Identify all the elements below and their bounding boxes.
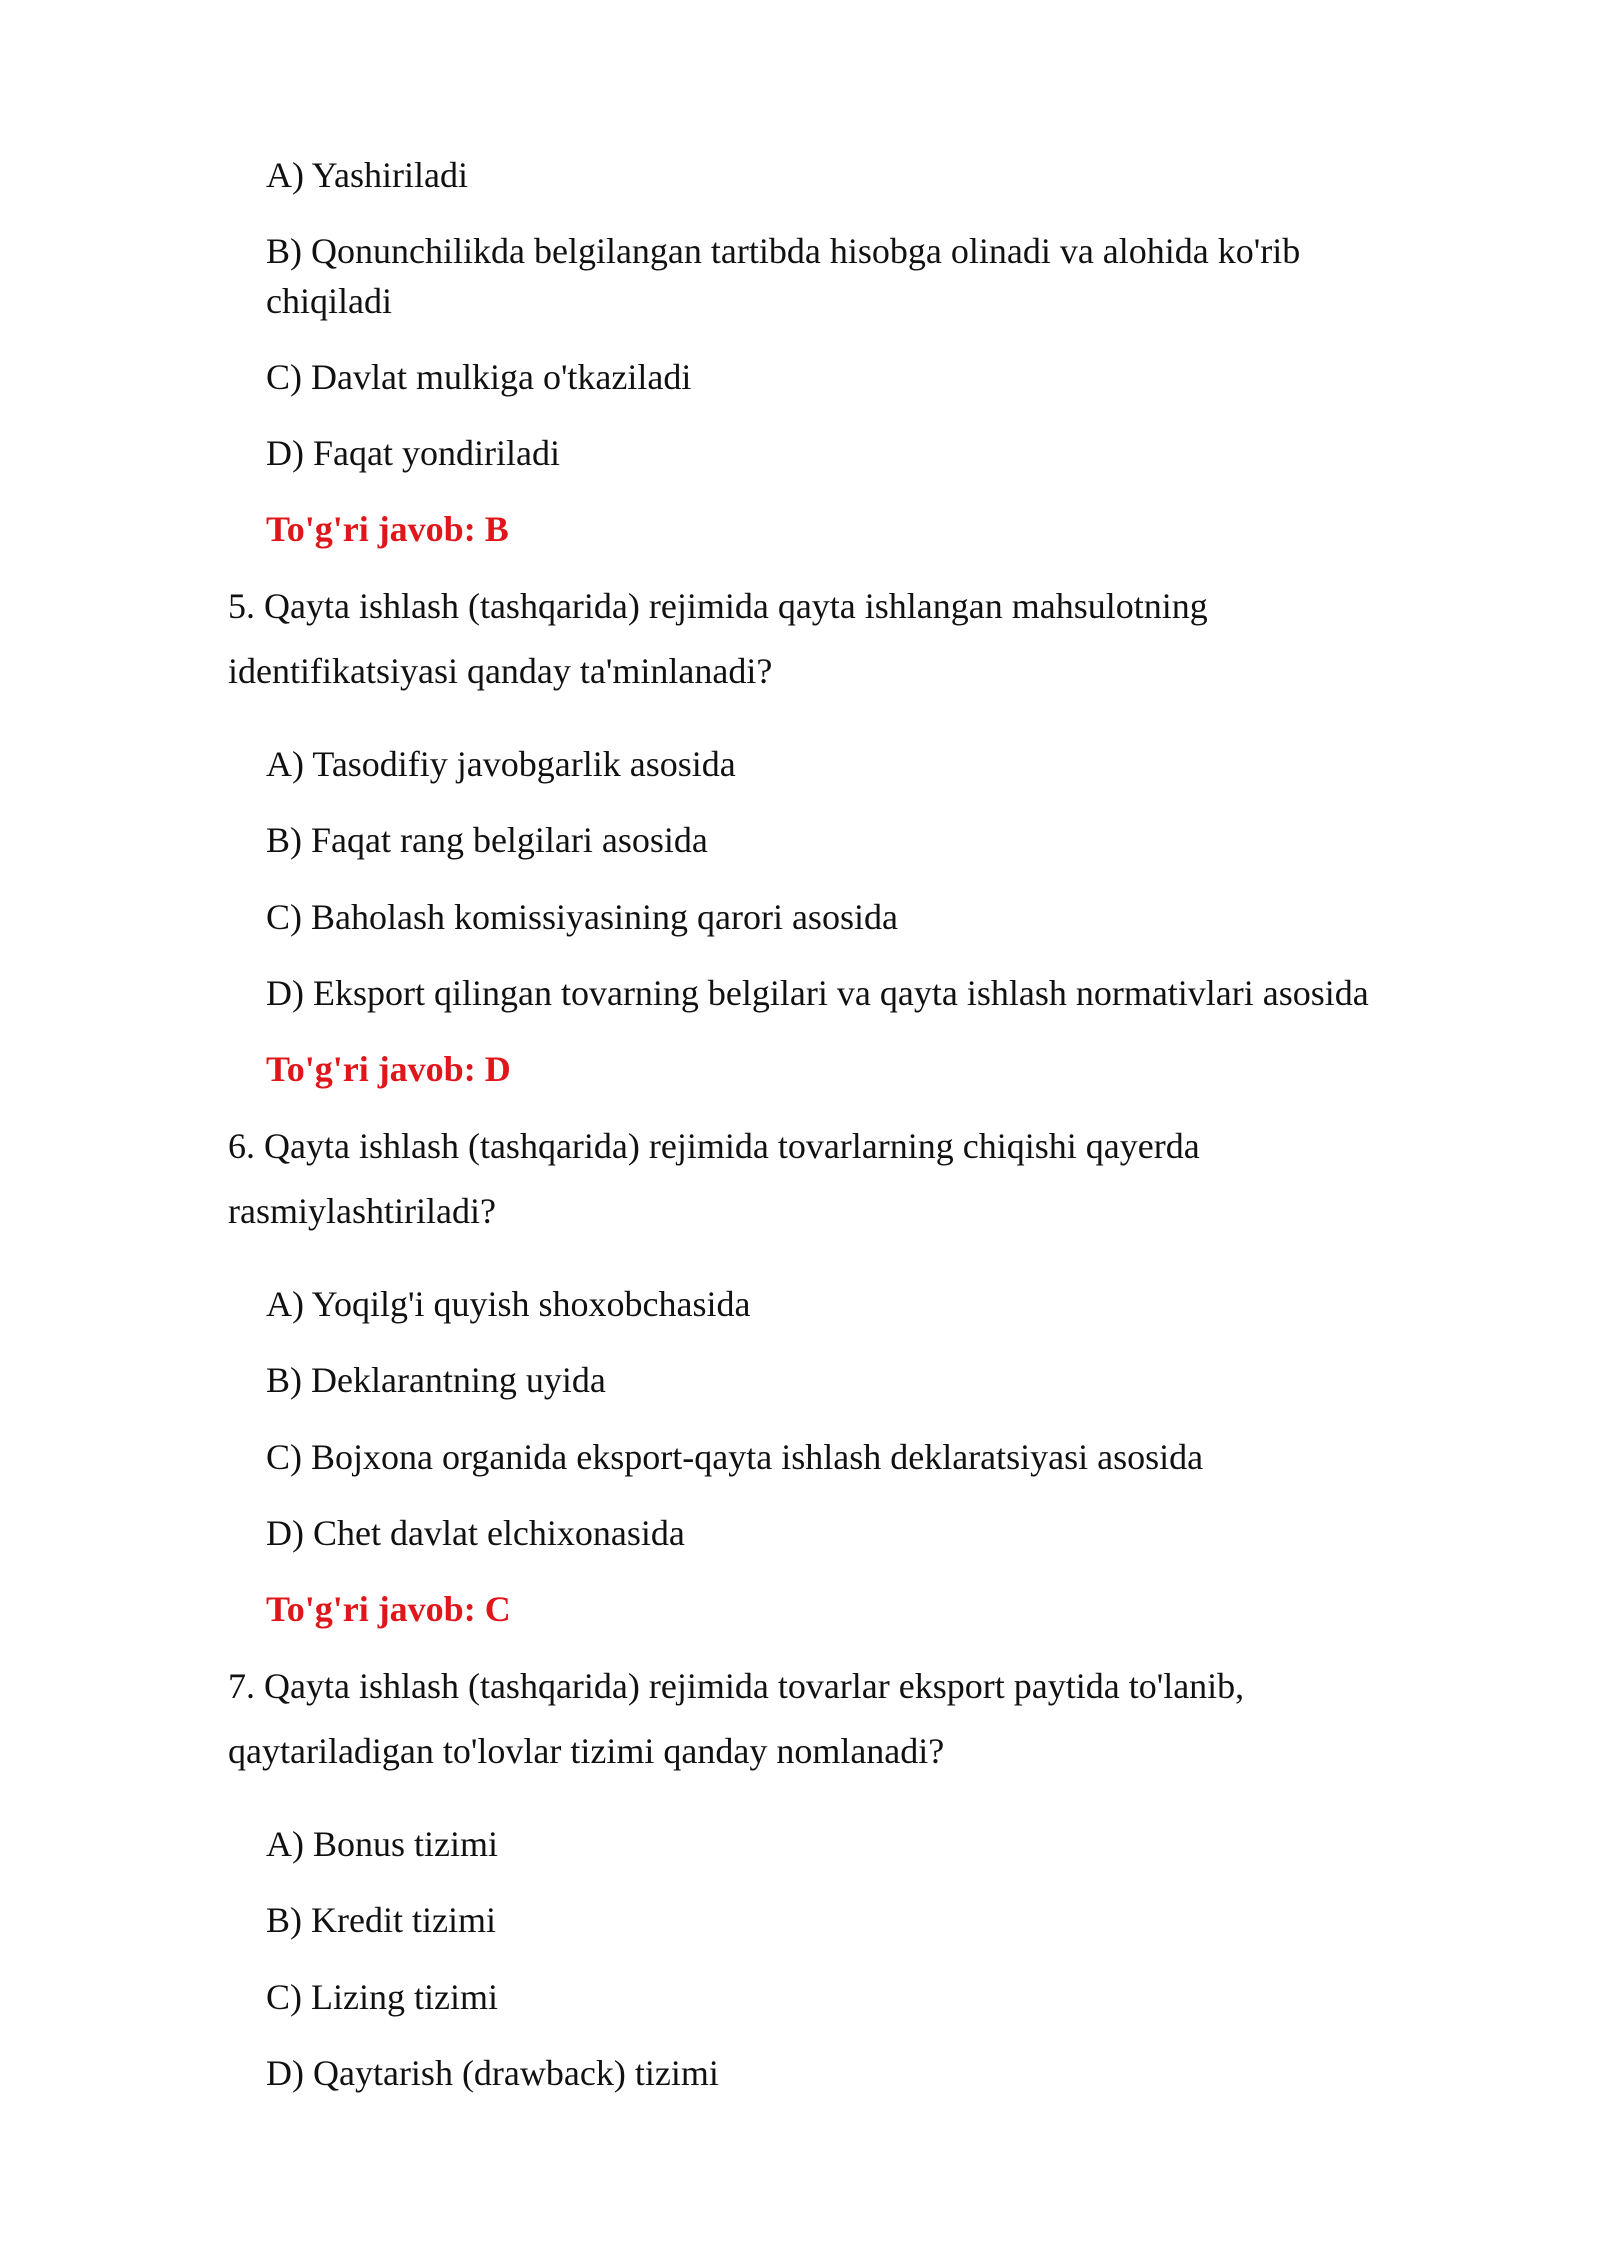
- q6-correct-answer: To'g'ri javob: C: [266, 1589, 511, 1629]
- q5-question-line2: identifikatsiyasi qanday ta'minlanadi?: [228, 651, 773, 691]
- q7-option-c: C) Lizing tizimi: [266, 1977, 498, 2017]
- q7-question-line2: qaytariladigan to'lovlar tizimi qanday nomlanadi?: [228, 1731, 945, 1771]
- q6-option-c: C) Bojxona organida eksport-qayta ishlash deklaratsiyasi asosida: [266, 1437, 1204, 1477]
- q5-correct-answer: To'g'ri javob: D: [266, 1049, 511, 1089]
- q5-option-c: C) Baholash komissiyasining qarori asosida: [266, 897, 898, 937]
- q5-option-b: B) Faqat rang belgilari asosida: [266, 820, 708, 860]
- q5-question-line1: 5. Qayta ishlash (tashqarida) rejimida qayta ishlangan mahsulotning: [228, 586, 1208, 626]
- q6-option-d: D) Chet davlat elchixonasida: [266, 1513, 685, 1553]
- q4-option-c: C) Davlat mulkiga o'tkaziladi: [266, 357, 692, 397]
- q7-option-b: B) Kredit tizimi: [266, 1900, 496, 1940]
- q4-correct-answer: To'g'ri javob: B: [266, 509, 509, 549]
- q6-option-b: B) Deklarantning uyida: [266, 1360, 606, 1400]
- q4-option-a: A) Yashiriladi: [266, 155, 469, 195]
- q6-question-line1: 6. Qayta ishlash (tashqarida) rejimida tovarlarning chiqishi qayerda: [228, 1126, 1200, 1166]
- q5-option-d: D) Eksport qilingan tovarning belgilari va qayta ishlash normativlari asosida: [266, 973, 1369, 1013]
- q4-option-b-continued: chiqiladi: [266, 281, 392, 321]
- q7-option-d: D) Qaytarish (drawback) tizimi: [266, 2053, 719, 2093]
- q5-option-a: A) Tasodifiy javobgarlik asosida: [266, 744, 736, 784]
- q4-option-b: B) Qonunchilikda belgilangan tartibda hisobga olinadi va alohida ko'rib: [266, 231, 1301, 271]
- q6-question-line2: rasmiylashtiriladi?: [228, 1191, 496, 1231]
- q4-option-d: D) Faqat yondiriladi: [266, 433, 560, 473]
- q7-option-a: A) Bonus tizimi: [266, 1824, 498, 1864]
- q7-question-line1: 7. Qayta ishlash (tashqarida) rejimida tovarlar eksport paytida to'lanib,: [228, 1666, 1245, 1706]
- q6-option-a: A) Yoqilg'i quyish shoxobchasida: [266, 1284, 751, 1324]
